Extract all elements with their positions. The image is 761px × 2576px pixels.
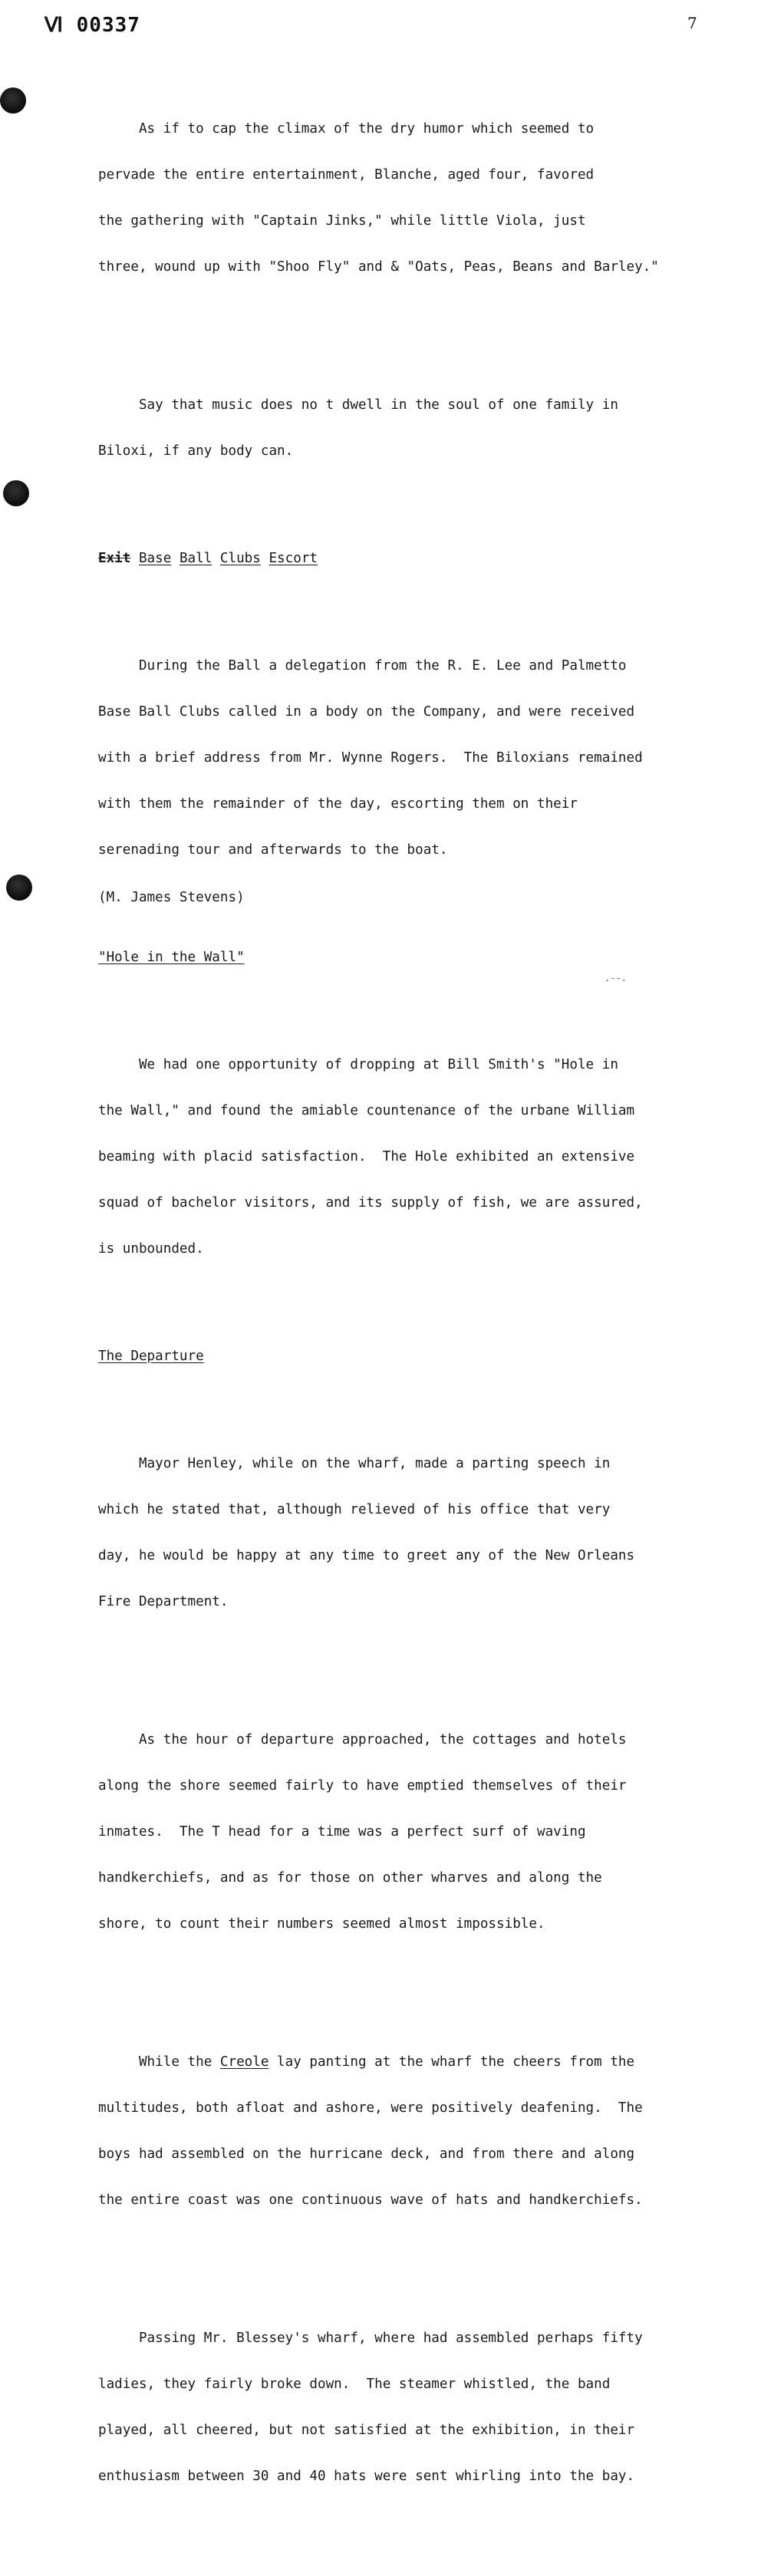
text-line: Say that music does no t dwell in the soul of one family in xyxy=(98,397,618,413)
text-line: with a brief address from Mr. Wynne Rogers. The Biloxians remained xyxy=(98,750,643,766)
paragraph-blessey-wharf xyxy=(98,2300,735,2515)
text-line: Biloxi, if any body can. xyxy=(98,443,294,459)
text-fragment: lay panting at the wharf the cheers from the xyxy=(268,2054,635,2070)
text-line: enthusiasm between 30 and 40 hats were sent whirling into the bay. xyxy=(98,2469,635,2484)
punch-hole-middle xyxy=(3,480,29,506)
page-number: 7 xyxy=(687,14,697,32)
footer-mark: .--. xyxy=(605,973,627,983)
text-line: As if to cap the climax of the dry humor which seemed to xyxy=(98,121,595,137)
text-line: Base Ball Clubs called in a body on the Company, and were received xyxy=(98,704,635,720)
text-line: inmates. The T head for a time was a perfect surf of waving xyxy=(98,1824,586,1840)
text-line: Fire Department. xyxy=(98,1594,229,1609)
text-line: squad of bachelor visitors, and its supply of fish, we are assured, xyxy=(98,1195,643,1211)
paragraph-hour-of-departure xyxy=(98,1701,735,1962)
heading-word: Base xyxy=(138,551,172,566)
text-line: During the Ball a delegation from the R. E. Lee and Palmetto xyxy=(98,658,627,674)
text-line: serenading tour and afterwards to the boat. xyxy=(98,842,448,858)
text-fragment: While the xyxy=(98,2054,220,2070)
text-line: We had one opportunity of dropping at Bill Smith's "Hole in xyxy=(98,1057,618,1072)
punch-hole-bottom xyxy=(6,875,32,901)
text-line: Mayor Henley, while on the wharf, made a parting speech in xyxy=(98,1456,611,1471)
document-id: Ⅵ 00337 xyxy=(44,14,140,37)
punch-hole-top xyxy=(0,87,26,114)
text-line: is unbounded. xyxy=(98,1241,204,1257)
text-line: As the hour of departure approached, the cottages and hotels xyxy=(98,1732,627,1748)
text-line: the Wall," and found the amiable countenance of the urbane William xyxy=(98,1103,635,1118)
paragraph-music xyxy=(98,367,735,489)
heading-text: "Hole in the Wall" xyxy=(98,950,245,965)
author-signature: (M. James Stevens) xyxy=(98,890,245,905)
paragraph-entertainment xyxy=(98,91,735,305)
text-line: along the shore seemed fairly to have emptied themselves of their xyxy=(98,1778,627,1794)
heading-hole-in-the-wall xyxy=(98,950,735,965)
text-line: three, wound up with "Shoo Fly" and & "Oats, Peas, Beans and Barley." xyxy=(98,259,659,275)
ship-name: Creole xyxy=(219,2054,269,2070)
heading-text: The Departure xyxy=(98,1349,204,1364)
text-line: with them the remainder of the day, escorting them on their xyxy=(98,796,578,812)
struck-word: Exit xyxy=(98,551,131,566)
text-line: beaming with placid satisfaction. The Hole exhibited an extensive xyxy=(98,1149,635,1164)
paragraph-base-ball xyxy=(98,628,735,888)
heading-word: Clubs xyxy=(219,551,261,566)
text-line: day, he would be happy at any time to greet any of the New Orleans xyxy=(98,1548,635,1563)
text-line: ladies, they fairly broke down. The steamer whistled, the band xyxy=(98,2377,611,2392)
paragraph-hole-in-the-wall xyxy=(98,1026,735,1287)
heading-word: Escort xyxy=(268,551,318,566)
text-line: the entire coast was one continuous wave of hats and handkerchiefs. xyxy=(98,2192,643,2208)
text-line: Passing Mr. Blessey's wharf, where had assembled perhaps fifty xyxy=(98,2331,643,2346)
text-line xyxy=(98,2054,735,2070)
document-body xyxy=(98,44,735,2576)
heading-word: Ball xyxy=(179,551,212,566)
heading-base-ball-clubs-escort xyxy=(98,551,735,566)
heading-the-departure xyxy=(98,1349,735,1364)
text-line: played, all cheered, but not satisfied at the exhibition, in their xyxy=(98,2423,635,2438)
text-line: the gathering with "Captain Jinks," while little Viola, just xyxy=(98,213,586,229)
paragraph-mayor-henley xyxy=(98,1425,735,1640)
text-line: boys had assembled on the hurricane deck, and from there and along xyxy=(98,2146,635,2162)
text-line: shore, to count their numbers seemed almost impossible. xyxy=(98,1916,545,1932)
text-line: multitudes, both afloat and ashore, were positively deafening. The xyxy=(98,2100,643,2116)
text-line: handkerchiefs, and as for those on other wharves and along the xyxy=(98,1870,602,1886)
text-line: which he stated that, although relieved of his office that very xyxy=(98,1502,611,1517)
paragraph-creole xyxy=(98,2024,735,2238)
text-line: pervade the entire entertainment, Blanche, aged four, favored xyxy=(98,167,595,183)
